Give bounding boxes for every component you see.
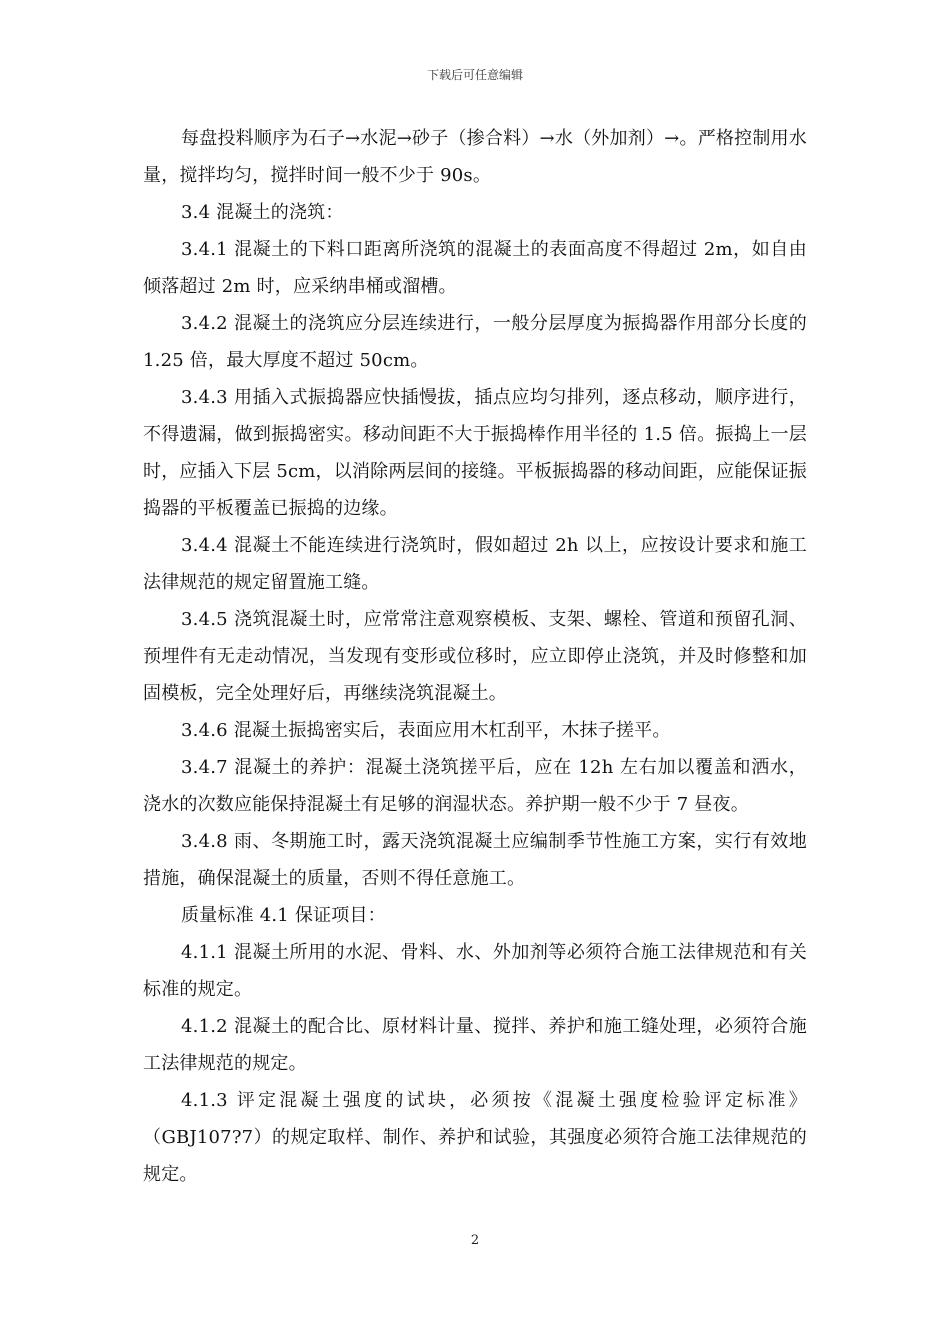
paragraph-3-4-2: 3.4.2 混凝土的浇筑应分层连续进行，一般分层厚度为振捣器作用部分长度的 1.25 倍，最大厚度不超过 50cm。: [143, 313, 807, 371]
paragraph-4-1-1: 4.1.1 混凝土所用的水泥、骨料、水、外加剂等必须符合施工法律规范和有关标准的规定。: [143, 942, 807, 1000]
page-header: 下载后可任意编辑: [426, 68, 523, 82]
document-body: [143, 120, 807, 1193]
paragraph-3-4-8: 3.4.8 雨、冬期施工时，露天浇筑混凝土应编制季节性施工方案，实行有效地措施，确保混凝土的质量，否则不得任意施工。: [143, 831, 807, 889]
section-heading-4-1: 质量标准 4.1 保证项目：: [181, 905, 386, 926]
paragraph-3-4-6: 3.4.6 混凝土振捣密实后，表面应用木杠刮平，木抹子搓平。: [181, 720, 671, 741]
paragraph-3-4-1: 3.4.1 混凝土的下料口距离所浇筑的混凝土的表面高度不得超过 2m，如自由倾落超过 2m 时，应采纳串桶或溜槽。: [143, 239, 807, 297]
paragraph-mixing-order: 每盘投料顺序为石子→水泥→砂子（掺合料）→水（外加剂）→。严格控制用水量，搅拌均匀，搅拌时间一般不少于 90s。: [143, 128, 807, 186]
paragraph-4-1-3: 4.1.3 评定混凝土强度的试块，必须按《混凝土强度检验评定标准》（GBJ107?7）的规定取样、制作、养护和试验，其强度必须符合施工法律规范的规定。: [143, 1090, 807, 1185]
paragraph-4-1-2: 4.1.2 混凝土的配合比、原材料计量、搅拌、养护和施工缝处理，必须符合施工法律规范的规定。: [143, 1016, 807, 1074]
section-heading-3-4: 3.4 混凝土的浇筑：: [181, 202, 344, 223]
paragraph-3-4-7: 3.4.7 混凝土的养护：混凝土浇筑搓平后，应在 12h 左右加以覆盖和洒水，浇水的次数应能保持混凝土有足够的润湿状态。养护期一般不少于 7 昼夜。: [143, 757, 807, 815]
paragraph-3-4-3: 3.4.3 用插入式振捣器应快插慢拔，插点应均匀排列，逐点移动，顺序进行，不得遗漏，做到振捣密实。移动间距不大于振捣棒作用半径的 1.5 倍。振捣上一层时，应插入下层 5cm，以消除两层间的接缝。平板振捣器的移动间距，应能保证振捣器的平板覆盖已振捣的边缘。: [143, 387, 807, 519]
page-number: 2: [470, 1233, 480, 1248]
paragraph-3-4-5: 3.4.5 浇筑混凝土时，应常常注意观察模板、支架、螺栓、管道和预留孔洞、预埋件有无走动情况，当发现有变形或位移时，应立即停止浇筑，并及时修整和加固模板，完全处理好后，再继续浇筑混凝土。: [143, 609, 807, 704]
paragraph-3-4-4: 3.4.4 混凝土不能连续进行浇筑时，假如超过 2h 以上，应按设计要求和施工法律规范的规定留置施工缝。: [143, 535, 807, 593]
